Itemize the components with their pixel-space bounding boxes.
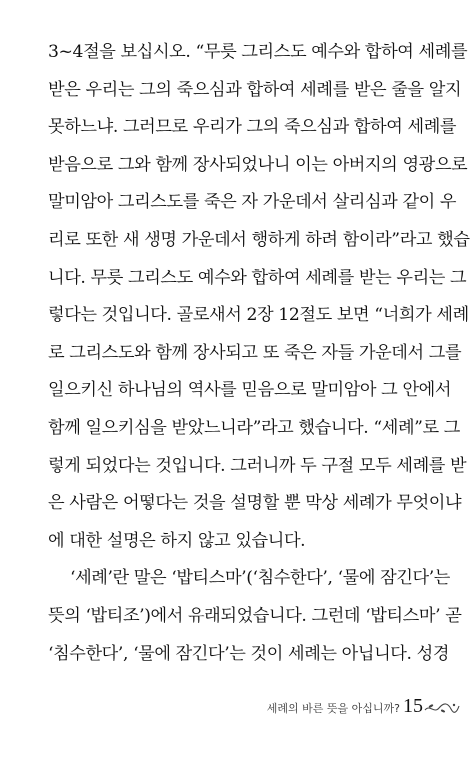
text-line: 리로 또한 새 생명 가운데서 행하게 하려 함이라”라고 했습 [48, 229, 470, 250]
text-line: 함께 일으키심을 받았느니라”라고 했습니다. “세례”로 그 [48, 417, 461, 438]
text-line: 3~4절을 보십시오. “무릇 그리스도 예수와 합하여 세례를 [48, 42, 468, 62]
text-line: 니다. 무릇 그리스도 예수와 합하여 세례를 받는 우리는 그 [48, 267, 467, 288]
text-line: 은 사람은 어떻다는 것을 설명할 뿐 막상 세례가 무엇이냐 [48, 493, 462, 514]
text-line-paragraph-start: ‘세례’란 말은 ‘밥티스마’(‘침수한다’, ‘물에 잠긴다’는 [70, 568, 450, 589]
text-line: 일으키신 하나님의 역사를 믿음으로 말미암아 그 안에서 [48, 380, 452, 401]
text-line-paragraph-end: 에 대한 설명은 하지 않고 있습니다. [48, 530, 306, 551]
page-footer [0, 697, 470, 719]
text-line: 렇다는 것입니다. 골로새서 2장 12절도 보면 “너희가 세례 [48, 305, 469, 326]
text-line: 받음으로 그와 함께 장사되었나니 이는 아버지의 영광으로 [48, 154, 468, 175]
text-line: 로 그리스도와 함께 장사되고 또 죽은 자들 가운데서 그를 [48, 342, 462, 363]
text-line: 말미암아 그리스도를 죽은 자 가운데서 살리심과 같이 우 [48, 192, 457, 213]
text-line: 렇게 되었다는 것입니다. 그러니까 두 구절 모두 세례를 받 [48, 455, 467, 476]
leaf-vine-ornament-icon [424, 701, 460, 715]
text-line: 뜻의 ‘밥티조’)에서 유래되었습니다. 그런데 ‘밥티스마’ 곧 [48, 605, 462, 626]
text-line: ‘침수한다’, ‘물에 잠긴다’는 것이 세례는 아닙니다. 성경 [48, 643, 450, 664]
body-text [48, 34, 470, 673]
text-line: 받은 우리는 그의 죽으심과 합하여 세례를 받은 줄을 알지 [48, 79, 462, 100]
text-line: 못하느냐. 그러므로 우리가 그의 죽으심과 합하여 세례를 [48, 117, 457, 138]
running-title: 세례의 바른 뜻을 아십니까? [266, 702, 400, 715]
page-number: 15 [403, 695, 423, 717]
